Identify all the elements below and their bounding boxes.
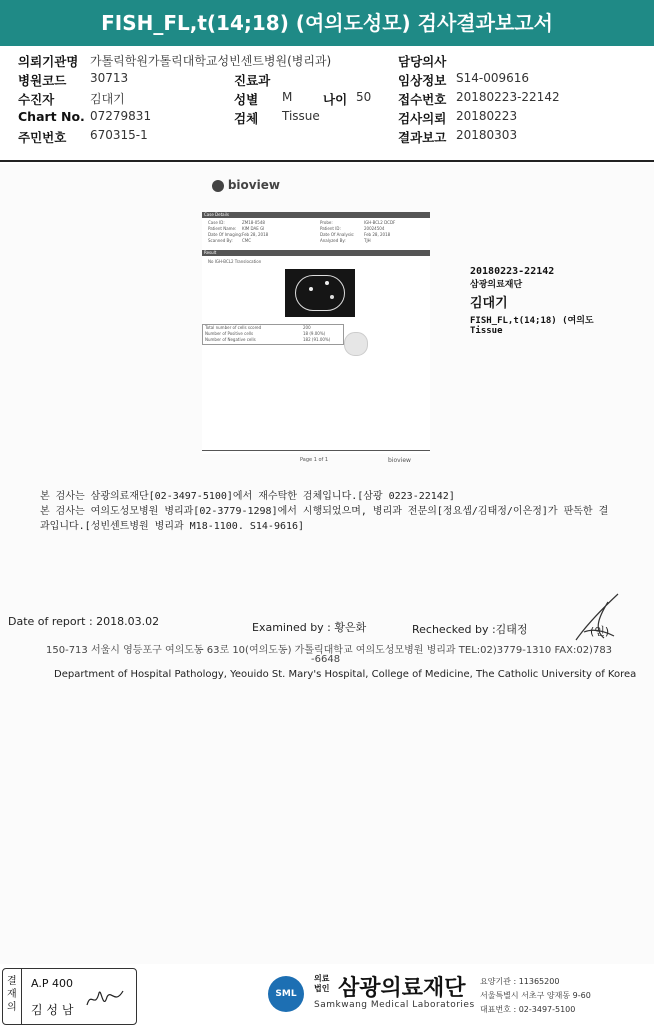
patient-name-key: Patient Name: [208,226,237,231]
age-label: 나이 [323,92,348,107]
positive-cells-key: Number of Positive cells [205,331,254,336]
bioview-logo-icon [212,180,224,192]
note-line-2: 본 검사는 여의도성모병원 병리과[02-3779-1298]에서 시행되었으며, 병리과 전문의[정요셉/김태정/이은정]가 판독한 결 [40,506,609,517]
total-cells-value: 200 [303,325,311,330]
page-footer-rule [202,450,430,451]
positive-cells-value: 18 (9.00%) [303,331,326,336]
foundation-english: Samkwang Medical Laboratories [314,1000,475,1010]
patient-id-value: 20024504 [364,226,385,231]
imaging-date-value: Feb 28, 2018 [242,232,269,237]
result-text: No IGH-BCL2 Translocation [208,259,262,264]
fish-report-page [202,212,430,454]
resident-no-label: 주민번호 [18,130,67,145]
case-id-key: Case ID: [208,220,225,225]
facility-number: 요양기관 : 11365200 [480,977,560,986]
stamp-receipt: 20180223-22142 [470,266,555,277]
probe-value: IGH-BCL2 DCDF [364,220,396,225]
signer-title: A.P 400 [31,977,73,990]
seal-mark: (인) [590,625,610,638]
analyzed-by-key: Analyzed By: [320,238,346,243]
sml-logo-icon: SML [268,976,304,1012]
specimen-value: Tissue [282,109,320,123]
request-date-value: 20180223 [456,109,518,123]
pie-chart-graphic [344,332,368,356]
fish-cell-image [285,269,355,317]
institution-label: 의뢰기관명 [18,54,79,69]
hospital-address-cont: -6648 [311,654,341,665]
stamp-name: 김대기 [470,296,508,311]
fish-signal-2 [325,281,329,285]
analysis-date-value: Feb 28, 2018 [364,232,391,237]
clinical-info-label: 임상정보 [398,73,447,88]
sex-value: M [282,90,293,104]
request-date-label: 검사의뢰 [398,111,447,126]
date-of-report: Date of report : 2018.03.02 [8,615,160,628]
hospital-code-value: 30713 [90,71,129,85]
scanned-by-key: Scanned By: [208,238,233,243]
header-divider [0,160,654,162]
patient-id-key: Patient ID: [320,226,341,231]
resident-no-value: 670315-1 [90,128,148,142]
sex-label: 성별 [234,92,259,107]
patient-label: 수진자 [18,92,55,107]
analyzed-by-value: TJH [364,238,371,243]
negative-cells-value: 182 (91.00%) [303,337,331,342]
legal-entity-label: 의료 법인 [314,974,330,993]
total-cells-key: Total number of cells scored [205,325,262,330]
specimen-label: 검체 [234,111,259,126]
report-date-value: 20180303 [456,128,518,142]
foundation-phone: 대표번호 : 02-3497-5100 [480,1005,576,1014]
department-label: 진료과 [234,73,271,88]
approval-divider [21,969,22,1024]
bioview-logo [212,178,280,192]
clinical-info-value: S14-009616 [456,71,530,85]
fish-signal-1 [309,287,313,291]
examined-by: Examined by : 황은화 [252,621,367,634]
scanned-by-value: CMC [242,238,252,243]
hospital-address: 150-713 서울시 영등포구 여의도동 63로 10(여의도동) 가톨릭대학교 여의도성모병원 병리과 TEL:02)3779-1310 FAX:02)783 [46,645,613,656]
foundation-name: 삼광의료재단 [338,976,466,1001]
patient-name-value: KIM DAE GI [242,226,265,231]
patient-info-block [0,52,654,160]
cell-count-table [202,324,344,345]
stamp-specimen: Tissue [470,326,503,336]
cell-outline [295,275,345,311]
bioview-logo-text: bioview [227,178,280,192]
department-line: Department of Hospital Pathology, Yeouido St. Mary's Hospital, College of Medicine, The Catholic University of Korea [54,669,637,680]
patient-value: 김대기 [90,92,125,106]
negative-cells-key: Number of Negative cells [205,337,256,342]
bioview-footer-logo: bioview [388,457,411,464]
result-bar: Result [202,250,430,256]
stamp-test: FISH_FL,t(14;18) (여의도 [470,316,594,326]
age-value: 50 [356,90,372,104]
imaging-date-key: Date Of Imaging: [208,232,243,237]
receipt-label-stamp [470,266,594,336]
probe-key: Probe: [320,220,333,225]
fish-signal-3 [330,295,334,299]
note-line-3: 과입니다.[성빈센트병원 병리과 M18-1100. S14-9616] [40,521,305,532]
doctor-label: 담당의사 [398,54,447,69]
case-id-value: ZM18-0548 [242,220,265,225]
receipt-no-label: 접수번호 [398,92,447,107]
report-title: FISH_FL,t(14;18) (여의도성모) 검사결과보고서 [0,0,654,46]
signature-icon [85,983,125,1013]
approval-label: 결재의 [7,976,17,1013]
page-number: Page 1 of 1 [300,457,329,463]
chart-no-label: Chart No. [18,109,85,124]
bottom-footer [0,966,654,1031]
note-line-1: 본 검사는 삼광의료재단[02-3497-5100]에서 재수탁한 검체입니다.[삼광 0223-22142] [40,491,455,502]
signer-name: 김 성 남 [31,1003,74,1017]
stamp-org: 삼광의료재단 [470,280,523,290]
case-details-bar: Case Details [202,212,430,218]
institution-value: 가톨릭학원가톨릭대학교성빈센트병원(병리과) [90,54,332,68]
rechecked-by: Rechecked by :김태정 [412,623,528,636]
analysis-date-key: Date Of Analysis: [320,232,355,237]
receipt-no-value: 20180223-22142 [456,90,560,104]
approval-box [2,968,137,1025]
report-date-label: 결과보고 [398,130,447,145]
hospital-code-label: 병원코드 [18,73,67,88]
chart-no-value: 07279831 [90,109,152,123]
foundation-address: 서울특별시 서초구 양재동 9-60 [480,991,591,1000]
pathologist-signature-icon [568,588,628,648]
